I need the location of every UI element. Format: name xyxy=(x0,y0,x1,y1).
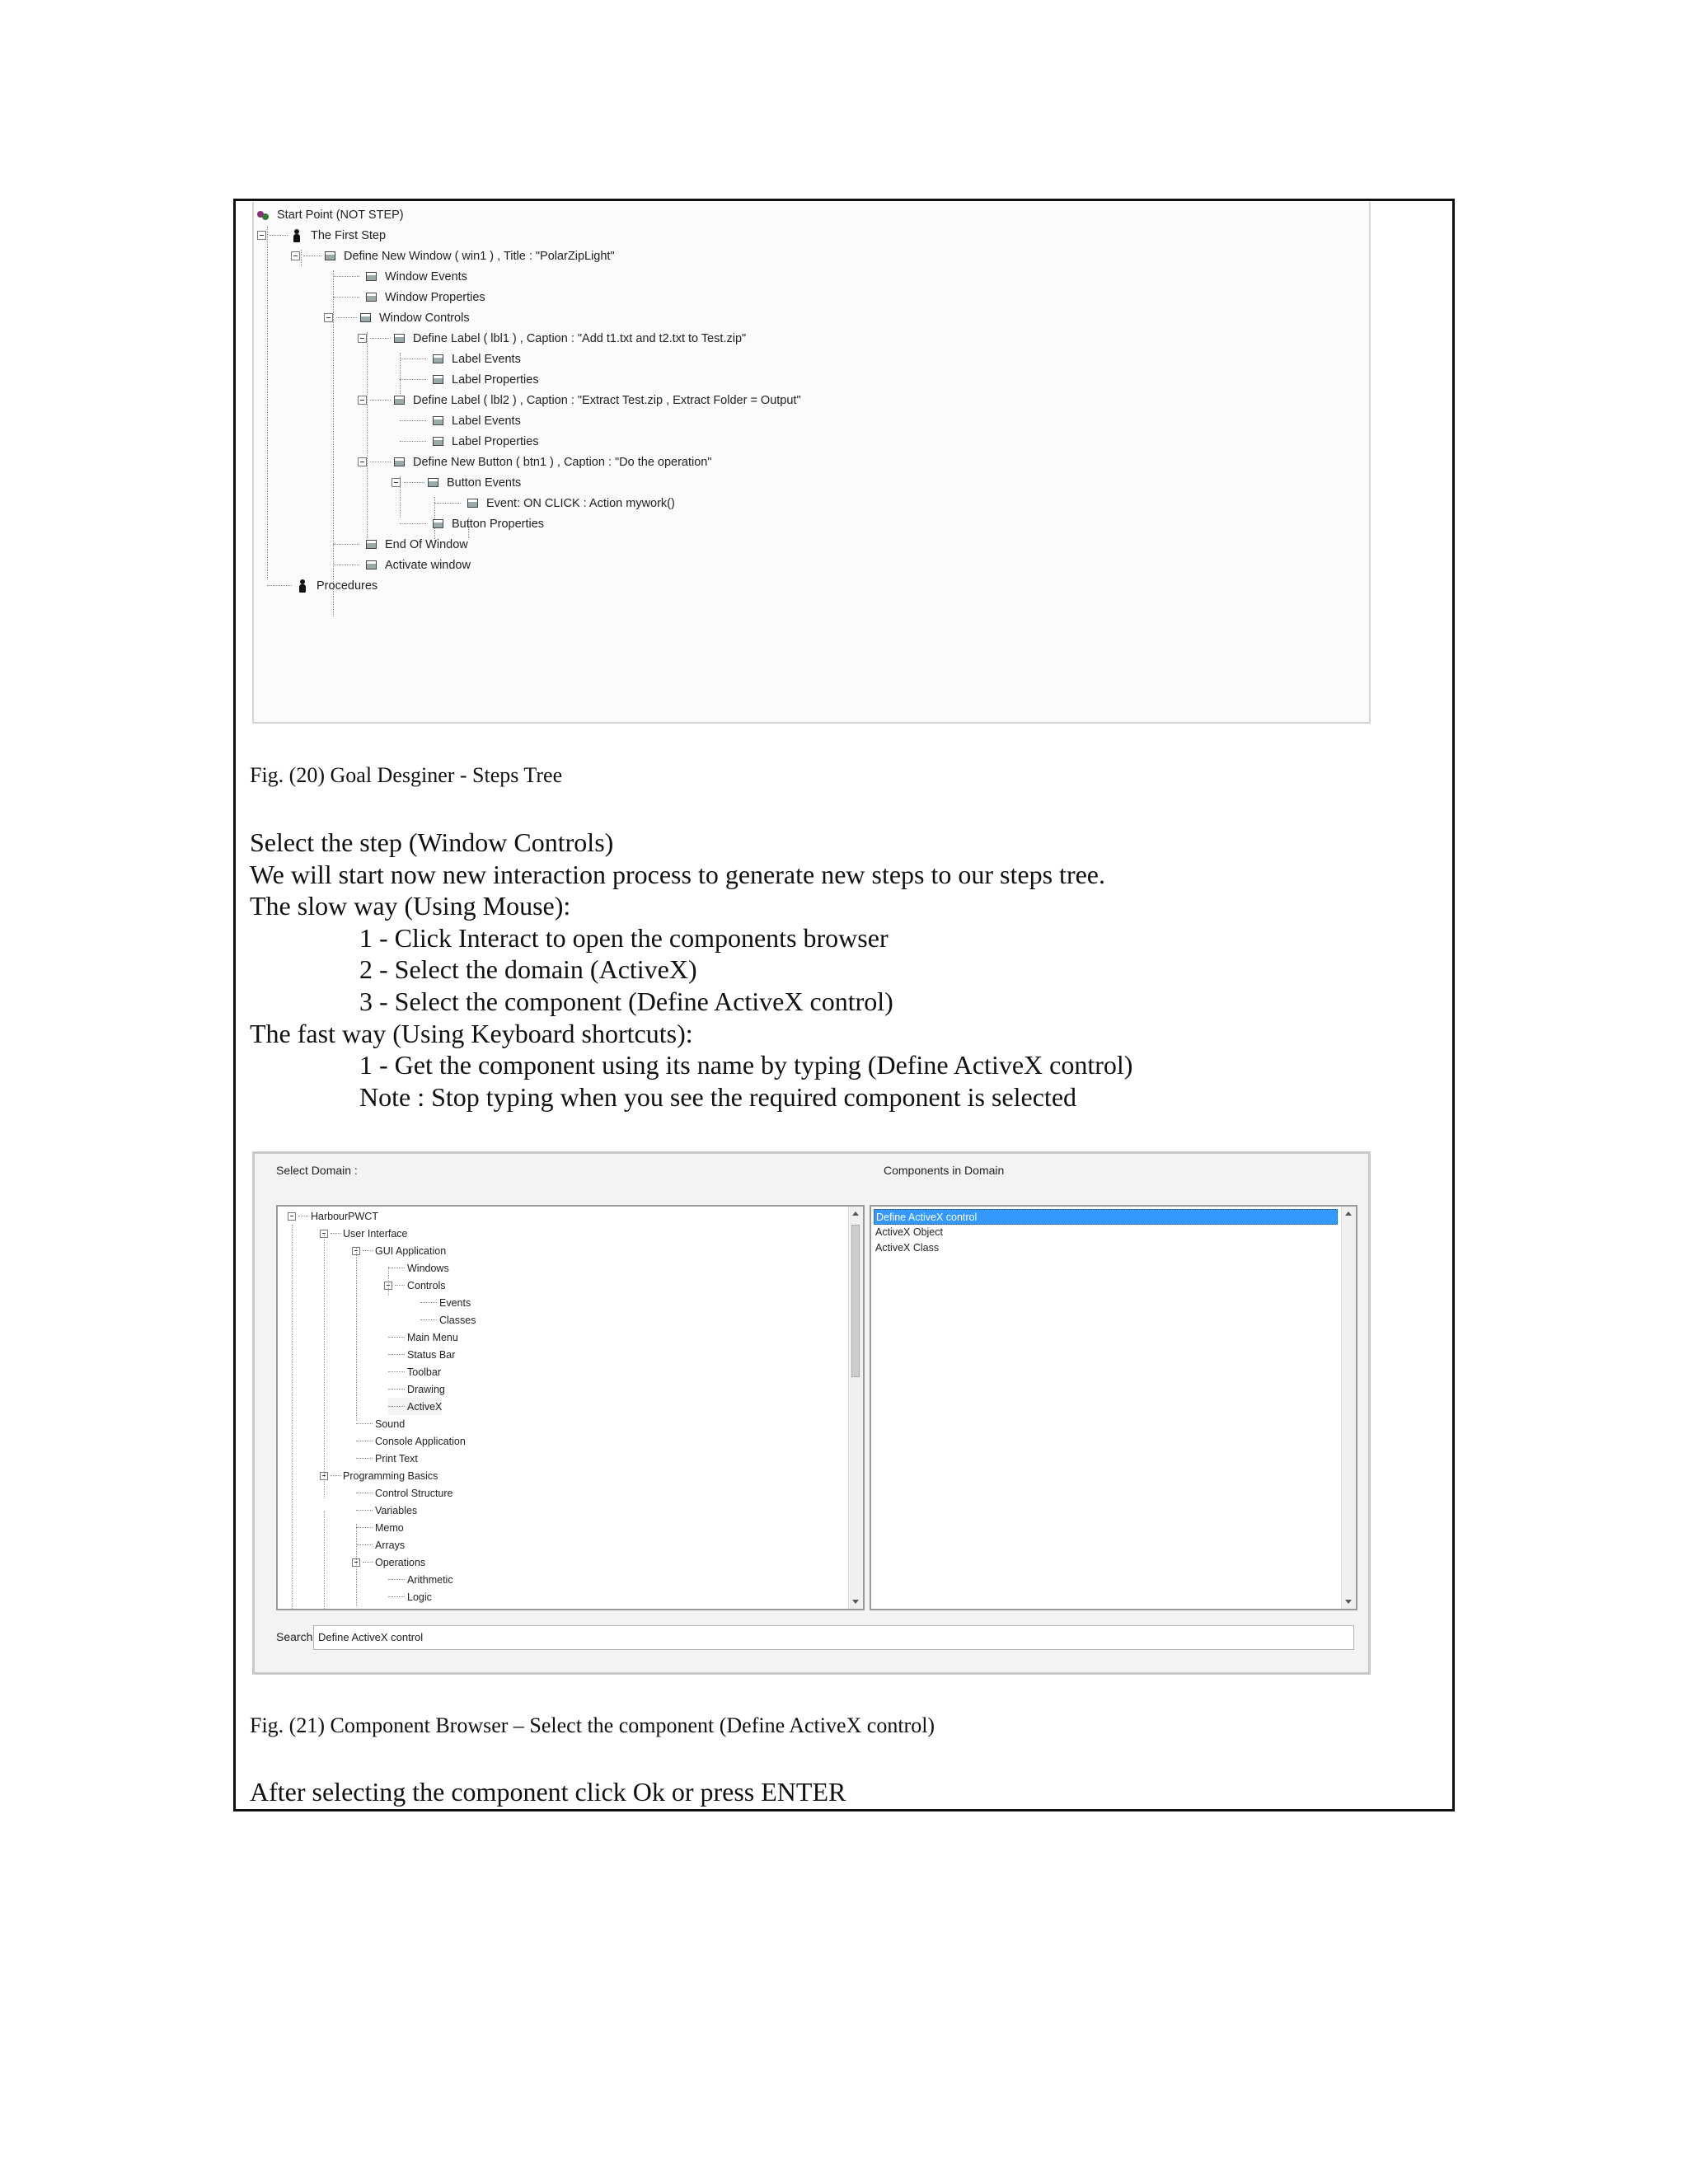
tree-node[interactable]: The First Step xyxy=(257,225,386,246)
select-domain-label: Select Domain : xyxy=(276,1164,358,1177)
tree-node[interactable]: Define New Window ( win1 ) , Title : "PolarZipLight" xyxy=(291,246,615,266)
collapse-icon[interactable] xyxy=(352,1558,360,1567)
step-icon xyxy=(433,519,443,528)
domain-node[interactable]: Status Bar xyxy=(388,1346,455,1363)
domain-node[interactable]: Variables xyxy=(356,1502,417,1519)
domain-node[interactable]: Print Text xyxy=(356,1450,418,1467)
body-line: 3 - Select the component (Define ActiveX control) xyxy=(359,986,893,1016)
components-scrollbar[interactable] xyxy=(1341,1207,1356,1609)
tree-node[interactable]: Event: ON CLICK : Action mywork() xyxy=(434,493,675,513)
tree-node[interactable]: Define Label ( lbl1 ) , Caption : "Add t1.txt and t2.txt to Test.zip" xyxy=(358,328,746,349)
collapse-icon[interactable] xyxy=(320,1472,328,1480)
body-line: Note : Stop typing when you see the required component is selected xyxy=(359,1081,1077,1112)
collapse-icon[interactable] xyxy=(324,313,333,322)
search-label: Search xyxy=(276,1630,313,1643)
domain-node[interactable]: Drawing xyxy=(388,1380,445,1398)
step-icon xyxy=(394,334,405,343)
domain-node[interactable]: Controls xyxy=(384,1277,446,1294)
step-icon xyxy=(325,251,335,260)
tree-node[interactable]: Label Events xyxy=(400,349,521,369)
body-line: The fast way (Using Keyboard shortcuts): xyxy=(250,1018,693,1048)
component-browser-screenshot xyxy=(252,1151,1371,1675)
domain-node[interactable]: HarbourPWCT xyxy=(288,1207,378,1225)
step-icon xyxy=(360,313,371,322)
domain-node[interactable]: Toolbar xyxy=(388,1363,441,1380)
domain-node[interactable]: Console Application xyxy=(356,1432,466,1450)
tree-node[interactable]: Define New Button ( btn1 ) , Caption : "Do the operation" xyxy=(358,452,712,472)
components-list[interactable] xyxy=(870,1205,1357,1610)
domain-node[interactable]: GUI Application xyxy=(352,1242,446,1259)
person-icon xyxy=(293,229,301,242)
tree-node[interactable]: Label Properties xyxy=(400,431,539,452)
domain-node[interactable]: User Interface xyxy=(320,1225,408,1242)
collapse-icon[interactable] xyxy=(291,251,300,260)
step-icon xyxy=(433,354,443,363)
body-line: We will start now new interaction process to generate new steps to our steps tree. xyxy=(250,859,1105,889)
domain-node[interactable]: Sound xyxy=(356,1415,405,1432)
scroll-down-icon[interactable] xyxy=(1345,1600,1352,1604)
collapse-icon[interactable] xyxy=(320,1230,328,1238)
tree-node[interactable]: Label Events xyxy=(400,410,521,431)
domain-node[interactable]: Programming Basics xyxy=(320,1467,438,1484)
domain-node[interactable]: Events xyxy=(420,1294,471,1311)
tree-node[interactable]: Window Controls xyxy=(324,307,470,328)
domain-node-selected[interactable]: ActiveX xyxy=(388,1398,442,1415)
person-icon xyxy=(298,579,307,593)
search-input[interactable]: Define ActiveX control xyxy=(313,1625,1354,1650)
tree-node[interactable]: Start Point (NOT STEP) xyxy=(257,204,404,225)
collapse-icon[interactable] xyxy=(384,1282,392,1290)
domain-node[interactable]: Logic xyxy=(388,1588,432,1605)
tree-node[interactable]: Button Events xyxy=(392,472,521,493)
step-icon xyxy=(366,560,377,569)
tree-node[interactable]: End Of Window xyxy=(333,534,468,555)
step-icon xyxy=(394,457,405,466)
collapse-icon[interactable] xyxy=(288,1212,296,1221)
start-point-icon xyxy=(257,209,269,221)
body-line: The slow way (Using Mouse): xyxy=(250,891,571,921)
domain-node[interactable]: Memo xyxy=(356,1519,404,1536)
step-icon xyxy=(366,540,377,549)
domain-node[interactable]: Control Structure xyxy=(356,1484,452,1502)
tree-node[interactable]: Define Label ( lbl2 ) , Caption : "Extract Test.zip , Extract Folder = Output" xyxy=(358,390,801,410)
scroll-down-icon[interactable] xyxy=(852,1600,859,1604)
tree-node[interactable]: Label Properties xyxy=(400,369,539,390)
tree-node[interactable]: Procedures xyxy=(267,575,377,596)
step-icon xyxy=(394,396,405,405)
domain-scrollbar[interactable] xyxy=(848,1207,863,1609)
scroll-thumb[interactable] xyxy=(851,1225,860,1377)
tree-node[interactable]: Window Properties xyxy=(333,287,485,307)
step-icon xyxy=(428,478,438,487)
domain-node[interactable]: Arrays xyxy=(356,1536,405,1554)
collapse-icon[interactable] xyxy=(352,1247,360,1255)
component-item[interactable]: ActiveX Class xyxy=(875,1242,940,1254)
scroll-up-icon[interactable] xyxy=(1345,1212,1352,1216)
body-line: 1 - Get the component using its name by typing (Define ActiveX control) xyxy=(359,1050,1133,1080)
collapse-icon[interactable] xyxy=(257,231,266,240)
collapse-icon[interactable] xyxy=(358,334,367,343)
body-line: Select the step (Window Controls) xyxy=(250,827,614,857)
domain-node[interactable]: Classes xyxy=(420,1311,476,1329)
domain-node[interactable]: Windows xyxy=(388,1259,449,1277)
scroll-up-icon[interactable] xyxy=(852,1212,859,1216)
figure-21-caption: Fig. (21) Component Browser – Select the component (Define ActiveX control) xyxy=(250,1713,935,1737)
step-icon xyxy=(433,375,443,384)
collapse-icon[interactable] xyxy=(392,478,401,487)
step-icon xyxy=(366,272,377,281)
steps-tree-screenshot xyxy=(252,202,1371,724)
collapse-icon[interactable] xyxy=(358,457,367,466)
domain-node[interactable]: Arithmetic xyxy=(388,1571,453,1588)
domain-node[interactable]: Main Menu xyxy=(388,1329,458,1346)
step-icon xyxy=(433,437,443,446)
tree-node[interactable]: Button Properties xyxy=(400,513,544,534)
step-icon xyxy=(366,293,377,302)
instructions xyxy=(250,827,1132,1113)
body-line: 2 - Select the domain (ActiveX) xyxy=(359,954,697,985)
tree-node[interactable]: Activate window xyxy=(333,555,471,575)
component-item[interactable]: ActiveX Object xyxy=(875,1226,943,1238)
body-line: 1 - Click Interact to open the components browser xyxy=(359,922,889,953)
footer-instruction: After selecting the component click Ok or press ENTER xyxy=(250,1777,846,1807)
step-icon xyxy=(433,416,443,425)
collapse-icon[interactable] xyxy=(358,396,367,405)
components-in-domain-label: Components in Domain xyxy=(884,1164,1005,1177)
tree-node[interactable]: Window Events xyxy=(333,266,467,287)
domain-node[interactable]: Operations xyxy=(352,1554,425,1571)
figure-20-caption: Fig. (20) Goal Desginer - Steps Tree xyxy=(250,763,563,787)
component-item-selected[interactable]: Define ActiveX control xyxy=(874,1209,1338,1225)
step-icon xyxy=(467,499,478,508)
domain-tree[interactable] xyxy=(276,1205,865,1610)
